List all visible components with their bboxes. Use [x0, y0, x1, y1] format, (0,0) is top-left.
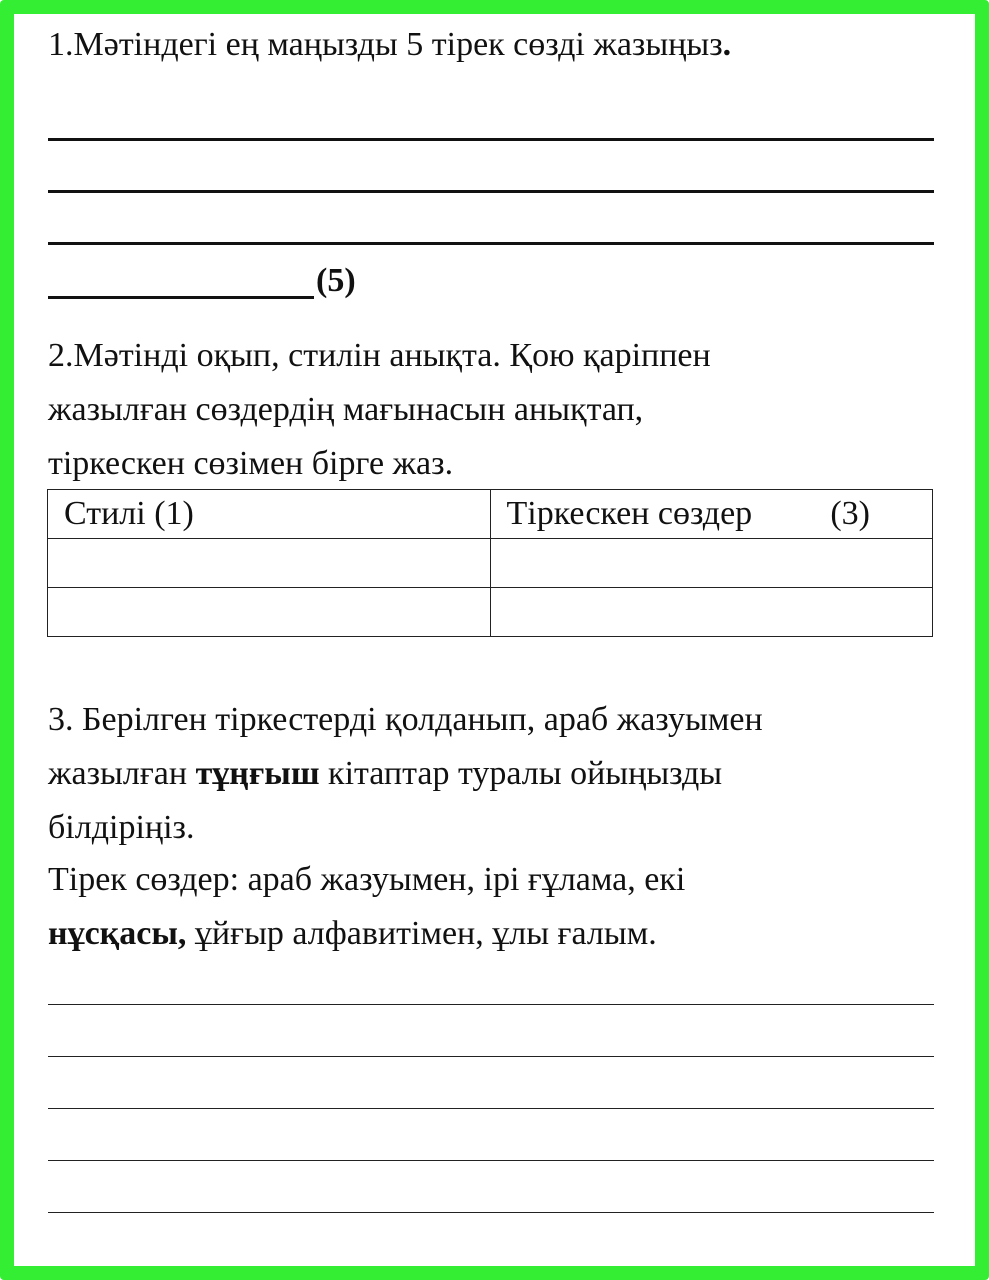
question-3-line-1: 3. Берілген тіркестерді қолданып, араб жазуымен	[48, 701, 763, 738]
question-3-line-3: білдіріңіз.	[48, 809, 195, 846]
question-1-title: 1.Мәтіндегі ең маңызды 5 тірек сөзді жазыңыз.	[48, 26, 732, 63]
question-3-keywords-line-2: нұсқасы, ұйғыр алфавитімен, ұлы ғалым.	[48, 915, 657, 952]
table-header-style: Стилі (1)	[48, 490, 491, 539]
question-2-line-1: 2.Мәтінді оқып, стилін анықта. Қою қаріппен	[48, 337, 711, 374]
question-3-line-2: жазылған тұңғыш кітаптар туралы ойыңызды	[48, 755, 723, 792]
question-2-line-3: тіркескен сөзімен бірге жаз.	[48, 445, 454, 482]
table-header-phrases: Тіркескен сөздер (3)	[490, 490, 933, 539]
question-2-line-2: жазылған сөздердің мағынасын анықтап,	[48, 391, 644, 428]
question-1-score: (5)	[316, 262, 356, 299]
question-3-keywords-line-1: Тірек сөздер: араб жазуымен, ірі ғұлама, екі	[48, 861, 686, 898]
